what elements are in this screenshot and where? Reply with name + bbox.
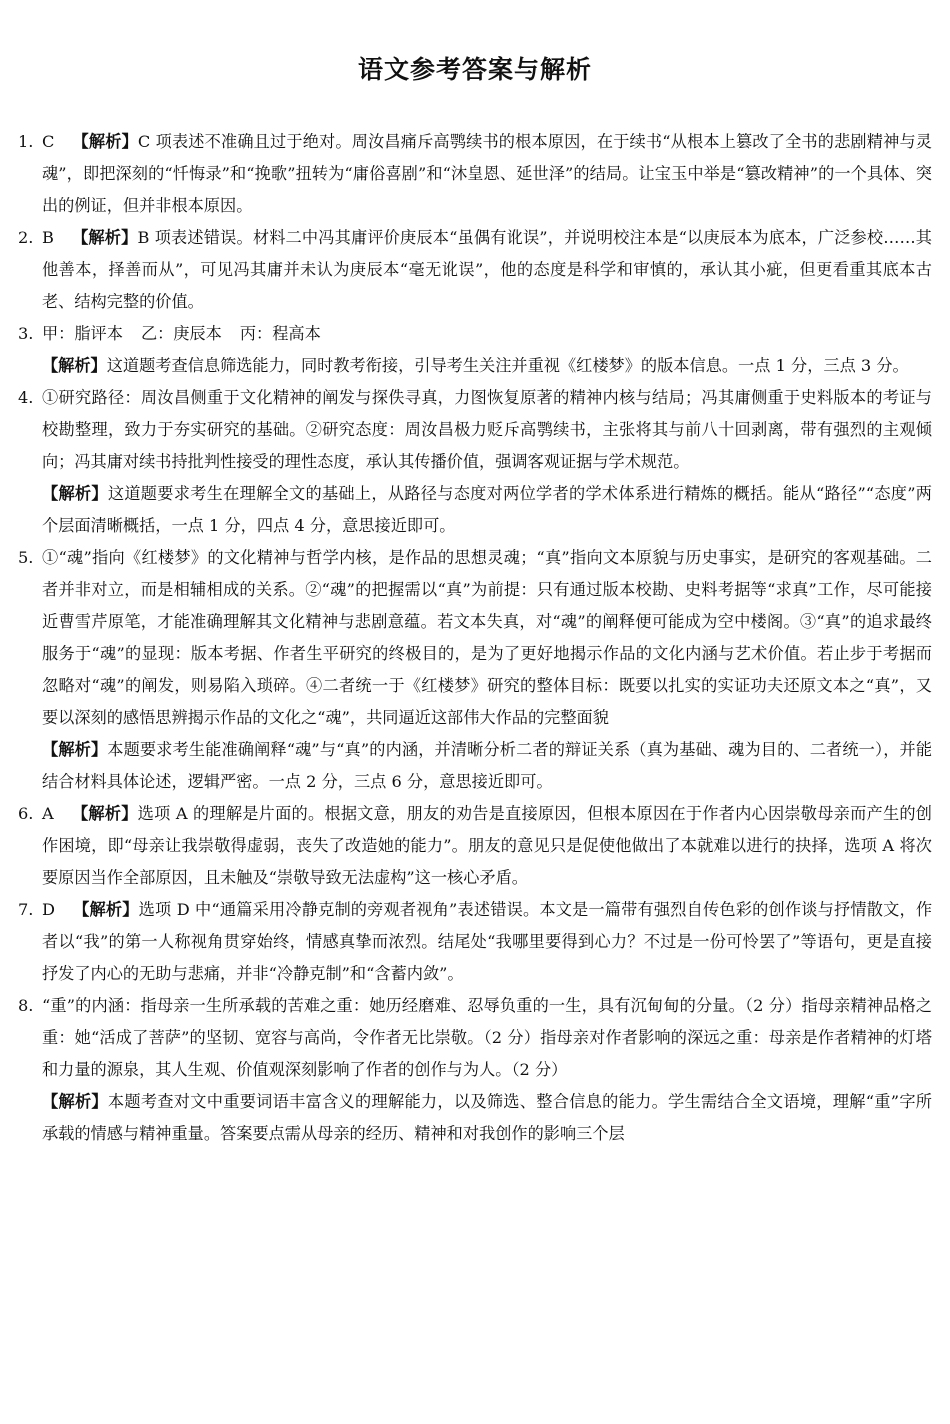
analysis-text: B 项表述错误。材料二中冯其庸评价庚辰本“虽偶有讹误”，并说明校注本是“以庚辰本为底本，广泛参校……其他善本，择善而从”，可见冯其庸并未认为庚辰本“毫无讹误”，他的态度是科学和审慎的，承认其小疵，但更看重其底本古老、结构完整的价值。 bbox=[42, 228, 932, 311]
answer-part-2: 乙：庚辰本 bbox=[140, 324, 222, 343]
analysis-tag: 【解析】 bbox=[42, 484, 108, 503]
analysis-text: 这道题要求考生在理解全文的基础上，从路径与态度对两位学者的学术体系进行精炼的概括。能从“路径”“态度”两个层面清晰概括，一点 1 分，四点 4 分，意思接近即可。 bbox=[42, 484, 932, 535]
question-1 bbox=[18, 126, 932, 222]
analysis-text: 这道题考查信息筛选能力，同时教考衔接，引导考生关注并重视《红楼梦》的版本信息。一点 1 分，三点 3 分。 bbox=[106, 356, 909, 375]
question-body bbox=[42, 318, 932, 350]
analysis-block-5 bbox=[42, 734, 932, 798]
question-number: 2. bbox=[18, 228, 34, 247]
answer-letter: A bbox=[42, 804, 54, 823]
question-number: 4. bbox=[18, 388, 34, 407]
question-number: 1. bbox=[18, 132, 34, 151]
analysis-text: 选项 D 中“通篇采用冷静克制的旁观者视角”表述错误。本文是一篇带有强烈自传色彩的创作谈与抒情散文，作者以“我”的第一人称视角贯穿始终，情感真挚而浓烈。结尾处“我哪里要得到心力？不过是一份可怜罢了”等语句，更是直接抒发了内心的无助与悲痛，并非“冷静克制”和“含蓄内敛”。 bbox=[42, 900, 933, 983]
question-number: 5. bbox=[18, 548, 34, 567]
answer-part-3: 丙：程高本 bbox=[239, 324, 321, 343]
analysis-text: 本题考查对文中重要词语丰富含义的理解能力，以及筛选、整合信息的能力。学生需结合全文语境，理解“重”字所承载的情感与精神重量。答案要点需从母亲的经历、精神和对我创作的影响三个层 bbox=[42, 1092, 932, 1143]
question-body bbox=[42, 126, 932, 222]
answer-content: ①研究路径：周汝昌侧重于文化精神的阐发与探佚寻真，力图恢复原著的精神内核与结局；冯其庸侧重于史料版本的考证与校勘整理，致力于夯实研究的基础。②研究态度：周汝昌极力贬斥高鹗续书，主张将其与前八十回剥离，带有强烈的主观倾向；冯其庸对续书持批判性接受的理性态度，承认其传播价值，强调客观证据与学术规范。 bbox=[42, 388, 932, 471]
answer-content: ①“魂”指向《红楼梦》的文化精神与哲学内核，是作品的思想灵魂；“真”指向文本原貌与历史事实，是研究的客观基础。二者并非对立，而是相辅相成的关系。②“魂”的把握需以“真”为前提：只有通过版本校勘、史料考据等“求真”工作，尽可能接近曹雪芹原笔，才能准确理解其文化精神与悲剧意蕴。若文本失真，对“魂”的阐释便可能成为空中楼阁。③“真”的追求最终服务于“魂”的显现：版本考据、作者生平研究的终极目的，是为了更好地揭示作品的文化内涵与艺术价值。若止步于考据而忽略对“魂”的阐发，则易陷入琐碎。④二者统一于《红楼梦》研究的整体目标：既要以扎实的实证功夫还原文本之“真”，又要以深刻的感悟思辨揭示作品的文化之“魂”，共同逼近这部伟大作品的完整面貌 bbox=[42, 548, 932, 727]
question-5 bbox=[18, 542, 932, 734]
question-8 bbox=[18, 990, 932, 1086]
question-body bbox=[42, 222, 932, 318]
answer-letter: B bbox=[42, 228, 54, 247]
analysis-tag: 【解析】 bbox=[72, 900, 139, 919]
question-6 bbox=[18, 798, 932, 894]
analysis-block-8 bbox=[42, 1086, 932, 1150]
analysis-tag: 【解析】 bbox=[42, 1092, 108, 1111]
analysis-tag: 【解析】 bbox=[72, 132, 138, 151]
analysis-text: 本题要求考生能准确阐释“魂”与“真”的内涵，并清晰分析二者的辩证关系（真为基础、魂为目的、二者统一），并能结合材料具体论述，逻辑严密。一点 2 分，三点 6 分，意思接近即可。 bbox=[42, 740, 933, 791]
analysis-tag: 【解析】 bbox=[42, 356, 107, 375]
question-body bbox=[42, 894, 932, 990]
question-number: 8. bbox=[18, 996, 34, 1015]
question-number: 3. bbox=[18, 324, 34, 343]
analysis-block-3 bbox=[42, 350, 932, 382]
answer-content: “重”的内涵：指母亲一生所承载的苦难之重：她历经磨难、忍辱负重的一生，具有沉甸甸的分量。（2 分）指母亲精神品格之重：她“活成了菩萨”的坚韧、宽容与高尚，令作者无比崇敬。（2 分）指母亲对作者影响的深远之重：母亲是作者精神的灯塔和力量的源泉，其人生观、价值观深刻影响了作者的创作与为人。（2 分） bbox=[42, 996, 932, 1079]
answer-letter: D bbox=[42, 900, 55, 919]
question-3 bbox=[18, 318, 932, 350]
question-7 bbox=[18, 894, 932, 990]
analysis-block-4 bbox=[42, 478, 932, 542]
analysis-tag: 【解析】 bbox=[71, 228, 138, 247]
page-title: 语文参考答案与解析 bbox=[357, 55, 592, 84]
question-4 bbox=[18, 382, 932, 478]
analysis-tag: 【解析】 bbox=[71, 804, 138, 823]
analysis-tag: 【解析】 bbox=[42, 740, 108, 759]
analysis-text: 选项 A 的理解是片面的。根据文意，朋友的劝告是直接原因，但根本原因在于作者内心因崇敬母亲而产生的创作困境，即“母亲让我崇敬得虚弱，丧失了改造她的能力”。朋友的意见只是促使他做出了本就难以进行的抉择，选项 A 将次要原因当作全部原因，且未触及“崇敬导致无法虚构”这一核心矛盾。 bbox=[42, 804, 932, 887]
analysis-text: C 项表述不准确且过于绝对。周汝昌痛斥高鹗续书的根本原因，在于续书“从根本上篡改了全书的悲剧精神与灵魂”，即把深刻的“忏悔录”和“挽歌”扭转为“庸俗喜剧”和“沐皇恩、延世泽”的结局。让宝玉中举是“篡改精神”的一个具体、突出的例证，但并非根本原因。 bbox=[42, 132, 932, 215]
question-body bbox=[42, 798, 932, 894]
question-number: 6. bbox=[18, 804, 34, 823]
question-number: 7. bbox=[18, 900, 34, 919]
answer-letter: C bbox=[42, 132, 55, 151]
answer-part-1: 甲：脂评本 bbox=[42, 324, 123, 343]
question-2 bbox=[18, 222, 932, 318]
